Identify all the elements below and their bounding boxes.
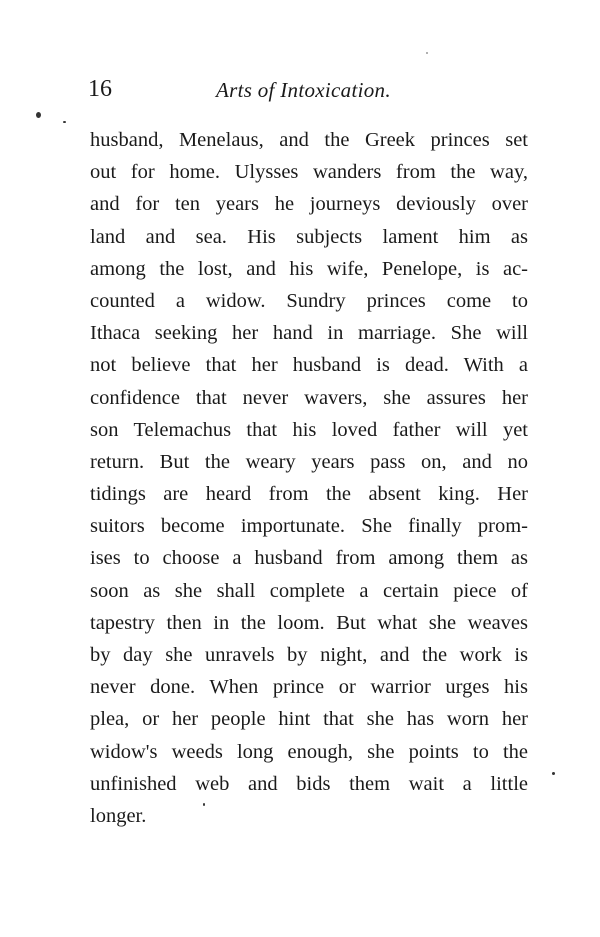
text-line: tapestry then in the loom. But what she weaves xyxy=(90,611,528,634)
text-line: out for home. Ulysses wanders from the way, xyxy=(90,161,528,184)
text-line: tidings are heard from the absent king. Her xyxy=(90,483,528,506)
text-line: land and sea. His subjects lament him as xyxy=(90,225,528,248)
text-line: Ithaca seeking her hand in marriage. She will xyxy=(90,322,528,345)
text-line: and for ten years he journeys deviously over xyxy=(90,193,528,216)
running-title: Arts of Intoxication. xyxy=(216,78,391,102)
text-line: confidence that never wavers, she assures her xyxy=(90,386,528,409)
body-text xyxy=(90,124,528,832)
text-line: longer. xyxy=(90,804,147,827)
text-line: son Telemachus that his loved father will yet xyxy=(90,418,528,441)
page-header xyxy=(88,76,528,106)
text-line: not believe that her husband is dead. With a xyxy=(90,354,528,377)
text-line: plea, or her people hint that she has worn her xyxy=(90,708,528,731)
text-line: among the lost, and his wife, Penelope, is ac- xyxy=(90,257,528,280)
text-line: never done. When prince or warrior urges his xyxy=(90,676,528,699)
scan-speck xyxy=(63,121,66,123)
text-line: widow's weeds long enough, she points to the xyxy=(90,740,528,763)
text-line: return. But the weary years pass on, and no xyxy=(90,450,528,473)
scan-speck xyxy=(552,772,555,775)
scan-speck xyxy=(36,112,41,118)
scan-speck xyxy=(426,52,428,54)
text-line: ises to choose a husband from among them as xyxy=(90,547,528,570)
text-line: husband, Menelaus, and the Greek princes set xyxy=(90,129,528,151)
page-number: 16 xyxy=(88,76,112,102)
text-line: by day she unravels by night, and the work is xyxy=(90,644,528,666)
text-line: unfinished web and bids them wait a little xyxy=(90,772,528,795)
text-line: soon as she shall complete a certain piece of xyxy=(90,579,528,602)
text-line: counted a widow. Sundry princes come to xyxy=(90,289,528,312)
scan-speck xyxy=(203,803,205,806)
text-line: suitors become importunate. She finally prom- xyxy=(90,515,528,538)
